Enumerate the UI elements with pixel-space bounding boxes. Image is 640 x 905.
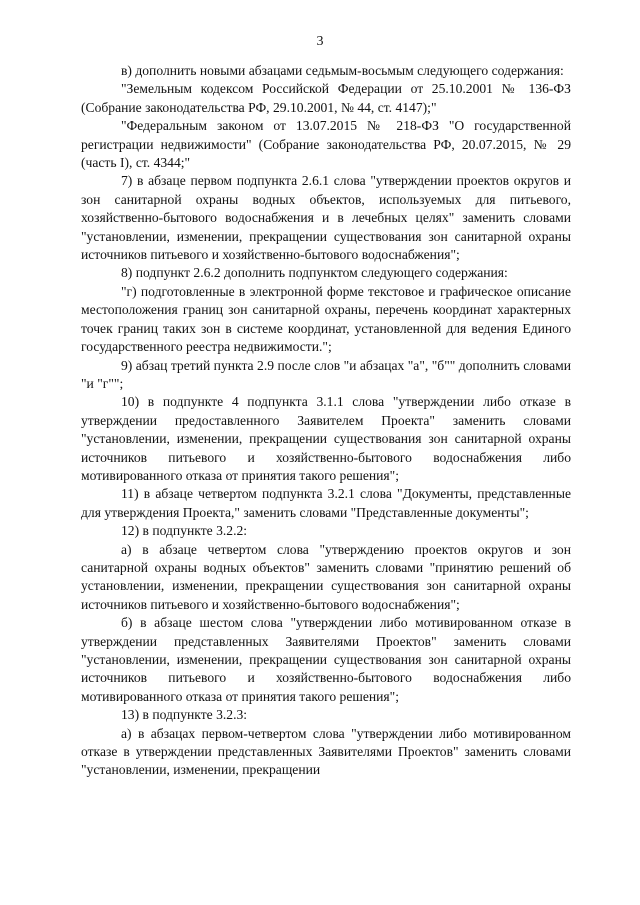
paragraph-item-8-g: "г) подготовленные в электронной форме текстовое и графическое описание местоположения границ зон санитарной охраны, перечень координат характерных точек границ таких зон в системе координат, установленной для ведения Единого государственного реестра недвижимости."; (81, 283, 571, 355)
paragraph-item-9: 9) абзац третий пункта 2.9 после слов "и абзацах "а", "б"" дополнить словами "и "г""; (81, 357, 571, 391)
page-number: 3 (316, 34, 324, 49)
paragraph-v: в) дополнить новыми абзацами седьмым-восьмым следующего содержания: (121, 63, 564, 78)
paragraph-zemelnyi-kodeks: "Земельным кодексом Российской Федерации от 25.10.2001 № 136-ФЗ (Собрание законодательства РФ, 29.10.2001, № 44, ст. 4147);" (81, 81, 571, 115)
paragraph-item-13-a: а) в абзацах первом-четвертом слова "утверждении либо мотивированном отказе в утверждении представленных Заявителями Проектов" заменить словами "установлении, изменении, прекращении (81, 725, 571, 778)
paragraph-item-11: 11) в абзаце четвертом подпункта 3.2.1 слова "Документы, представленные для утверждения Проекта," заменить словами "Представленные документы"; (81, 486, 571, 520)
paragraph-item-12-a: а) в абзаце четвертом слова "утверждению проектов округов и зон санитарной охраны водных объектов" заменить словами "принятию решений об установлении, изменении, прекращении существования зон санитарной охраны источников питьевого и хозяйственно-бытового водоснабжения"; (81, 541, 571, 612)
paragraph-item-13: 13) в подпункте 3.2.3: (121, 707, 248, 723)
paragraph-item-7: 7) в абзаце первом подпункта 2.6.1 слова "утверждении проектов округов и зон санитарной охраны водных объектов, используемых для питьевого, хозяйственно-бытового водоснабжения и в лечебных целях" заменить словами "установлении, изменении, прекращении существования зон санитарной охраны источников питьевого и хозяйственно-бытового водоснабжения"; (81, 173, 571, 263)
paragraph-item-10: 10) в подпункте 4 подпункта 3.1.1 слова "утверждении либо отказе в утверждении предоставленного Заявителем Проекта" заменить словами "установлении, изменении, прекращении существования зон санитарной охраны источников питьевого и хозяйственно-бытового водоснабжения либо мотивированного отказа от принятия такого решения"; (81, 394, 571, 483)
paragraph-item-12: 12) в подпункте 3.2.2: (121, 523, 248, 539)
document-body (81, 62, 571, 780)
paragraph-item-8: 8) подпункт 2.6.2 дополнить подпунктом следующего содержания: (121, 265, 508, 281)
paragraph-federalnyi-zakon: "Федеральным законом от 13.07.2015 № 218-ФЗ "О государственной регистрации недвижимости" (Собрание законодательства РФ, 20.07.2015, № 29 (часть I), ст. 4344;" (81, 118, 571, 171)
paragraph-item-12-b: б) в абзаце шестом слова "утверждении либо мотивированном отказе в утверждении представленных Заявителями Проектов" заменить словами "установлении, изменении, прекращении существования зон санитарной охраны источников питьевого и хозяйственно-бытового водоснабжения либо мотивированного отказа от принятия такого решения"; (81, 615, 571, 704)
